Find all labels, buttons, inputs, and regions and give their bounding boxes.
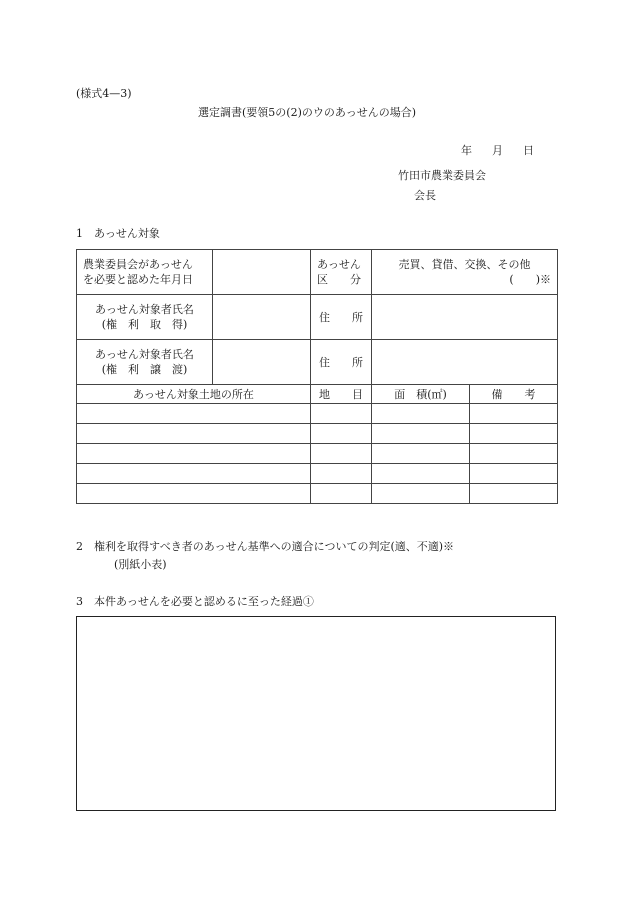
land-area-header: 面 積(㎡): [372, 385, 470, 404]
date-line: [461, 142, 554, 158]
land-header-row: [77, 385, 558, 404]
transferor-name-label: あっせん対象者氏名 (権 利 譲 渡): [77, 340, 213, 385]
land-remarks-cell[interactable]: [470, 404, 558, 424]
land-row: [77, 404, 558, 424]
land-row: [77, 484, 558, 504]
land-row: [77, 464, 558, 484]
land-row: [77, 444, 558, 464]
section2-heading: 2 権利を取得すべき者のあっせん基準への適合についての判定(適、不適)※: [76, 540, 455, 553]
land-area-cell[interactable]: [372, 444, 470, 464]
land-remarks-header: 備 考: [470, 385, 558, 404]
land-location-cell[interactable]: [77, 464, 311, 484]
table-row: [77, 295, 558, 340]
land-category-header: 地 目: [311, 385, 372, 404]
mediation-type-label: あっせん 区 分: [311, 250, 372, 295]
land-remarks-cell[interactable]: [470, 424, 558, 444]
land-category-cell[interactable]: [311, 464, 372, 484]
land-area-cell[interactable]: [372, 484, 470, 504]
acquirer-name-value[interactable]: [213, 295, 311, 340]
date-month: 月: [492, 144, 503, 157]
land-category-cell[interactable]: [311, 424, 372, 444]
land-category-cell[interactable]: [311, 444, 372, 464]
document-title: 選定調書(要領5の(2)のウのあっせんの場合): [198, 106, 417, 119]
land-remarks-cell[interactable]: [470, 484, 558, 504]
transferor-address-value[interactable]: [372, 340, 558, 385]
land-location-cell[interactable]: [77, 424, 311, 444]
land-area-cell[interactable]: [372, 424, 470, 444]
section2-sub-note: (別紙小表): [114, 558, 167, 571]
mediation-target-table: [76, 249, 558, 504]
mediation-type-options[interactable]: 売買、貸借、交換、その他 ( )※: [372, 250, 558, 295]
land-category-cell[interactable]: [311, 404, 372, 424]
organization-name: 竹田市農業委員会: [398, 169, 486, 182]
land-location-cell[interactable]: [77, 404, 311, 424]
table-row: [77, 250, 558, 295]
form-number: (様式4—3): [76, 87, 132, 100]
recognition-date-value[interactable]: [213, 250, 311, 295]
land-location-header: あっせん対象土地の所在: [77, 385, 311, 404]
acquirer-address-value[interactable]: [372, 295, 558, 340]
section3-heading: 3 本件あっせんを必要と認めるに至った経過①: [76, 595, 314, 608]
land-category-cell[interactable]: [311, 484, 372, 504]
acquirer-address-label: 住 所: [311, 295, 372, 340]
transferor-address-label: 住 所: [311, 340, 372, 385]
land-area-cell[interactable]: [372, 464, 470, 484]
date-year: 年: [461, 144, 472, 157]
land-location-cell[interactable]: [77, 484, 311, 504]
table-row: [77, 340, 558, 385]
chairman-label: 会長: [414, 189, 436, 202]
section1-heading: 1 あっせん対象: [76, 227, 160, 240]
land-area-cell[interactable]: [372, 404, 470, 424]
acquirer-name-label: あっせん対象者氏名 (権 利 取 得): [77, 295, 213, 340]
land-row: [77, 424, 558, 444]
date-day: 日: [523, 144, 534, 157]
land-remarks-cell[interactable]: [470, 464, 558, 484]
transferor-name-value[interactable]: [213, 340, 311, 385]
recognition-date-label: 農業委員会があっせん を必要と認めた年月日: [77, 250, 213, 295]
land-remarks-cell[interactable]: [470, 444, 558, 464]
background-explanation-box[interactable]: [76, 616, 556, 811]
land-location-cell[interactable]: [77, 444, 311, 464]
